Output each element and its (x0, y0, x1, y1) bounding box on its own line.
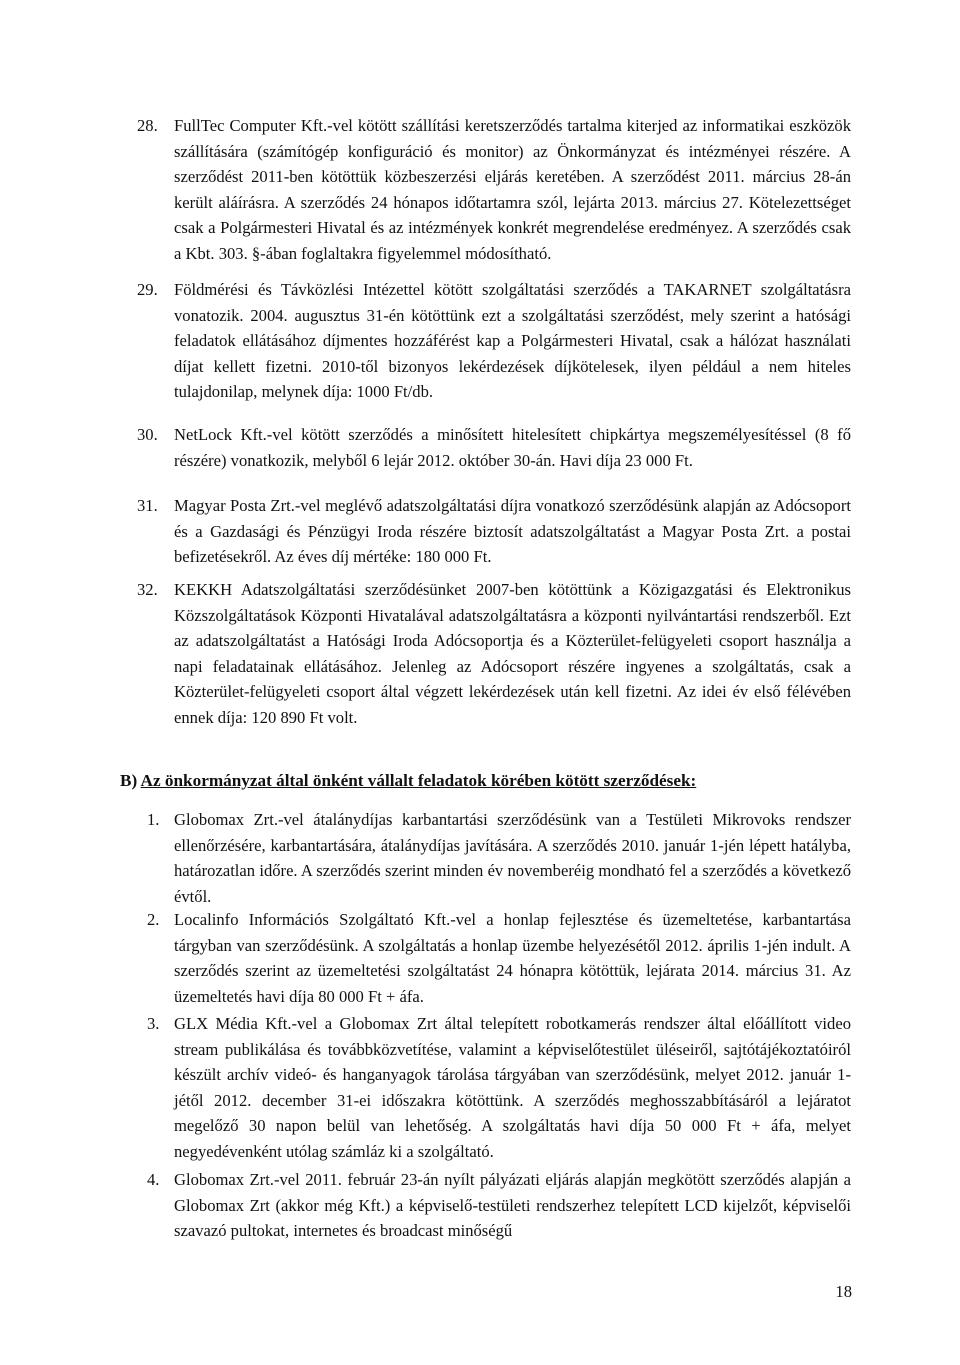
section-b-heading (120, 768, 696, 793)
item-number: 31. (137, 496, 158, 515)
section-b-title: Az önkormányzat által önként vállalt feladatok körében kötött szerződések: (140, 771, 697, 790)
contract-item-b4 (147, 1167, 851, 1244)
contract-item-b2 (147, 907, 851, 1009)
item-text: FullTec Computer Kft.-vel kötött szállítási keretszerződés tartalma kiterjed az informatikai eszközök szállítására (számítógép konfiguráció és monitor) az Önkormányzat és intézményei részére. A szerződést 2011-ben kötöttük közbeszerzési eljárás keretében. A szerződést 2011. március 28-án került aláírásra. A szerződés 24 hónapos időtartamra szól, lejárta 2013. március 27. Kötelezettséget csak a Polgármesteri Hivatal és az intézmények konkrét megrendelése eredményez. A szerződés csak a Kbt. 303. §-ában foglaltakra figyelemmel módosítható. (174, 116, 851, 263)
contract-item-29 (137, 277, 851, 405)
item-text: Magyar Posta Zrt.-vel meglévő adatszolgáltatási díjra vonatkozó szerződésünk alapján az Adócsoport és a Gazdasági és Pénzügyi Iroda részére biztosít adatszolgáltatást a Magyar Posta Zrt. a postai befizetésekről. Az éves díj mértéke: 180 000 Ft. (174, 496, 851, 567)
item-number: 1. (147, 810, 160, 829)
contract-item-28 (137, 113, 851, 267)
item-text: KEKKH Adatszolgáltatási szerződésünket 2007-ben kötöttünk a Közigazgatási és Elektronikus Közszolgáltatások Központi Hivatalával adatszolgáltatásra a központi nyilvántartási rendszerből. Ezt az adatszolgáltatást a Hatósági Iroda Adócsoportja és a Közterület-felügyeleti csoport használja a napi feladatainak ellátásához. Jelenleg az Adócsoport részére ingyenes a szolgáltatás, csak a Közterület-felügyeleti csoport által végzett lekérdezések után kell fizetni. Az idei év első félévében ennek díja: 120 890 Ft volt. (174, 580, 851, 727)
contract-item-32 (137, 577, 851, 731)
item-text: Földmérési és Távközlési Intézettel kötött szolgáltatási szerződés a TAKARNET szolgáltatásra vonatozik. 2004. augusztus 31-én kötöttünk ezt a szolgáltatási szerződést, mely szerint a hatósági feladatok ellátásához díjmentes hozzáférést kap a Polgármesteri Hivatal, csak a hálózat használati díjat kellett fizetni. 2010-től bizonyos lekérdezések díjkötelesek, ilyen például a nem hiteles tulajdonilap, melynek díja: 1000 Ft/db. (174, 280, 851, 402)
section-b-label: B) (120, 771, 138, 790)
item-number: 28. (137, 116, 158, 135)
page-number: 18 (835, 1282, 852, 1301)
item-text: Globomax Zrt.-vel átalánydíjas karbantartási szerződésünk van a Testületi Mikrovoks rendszer ellenőrzésére, karbantartására, átalánydíjas javítására. A szerződés 2010. január 1-jén lépett hatályba, határozatlan időre. A szerződés szerint minden év novemberéig mondható fel a szerződés a következő évtől. (174, 810, 851, 906)
item-number: 29. (137, 280, 158, 299)
item-number: 32. (137, 580, 158, 599)
item-number: 3. (147, 1014, 160, 1033)
item-number: 2. (147, 910, 160, 929)
contract-item-b1 (147, 807, 851, 909)
item-text: Globomax Zrt.-vel 2011. február 23-án nyílt pályázati eljárás alapján megkötött szerződés alapján a Globomax Zrt (akkor még Kft.) a képviselő-testületi rendszerhez telepített LCD kijelzőt, képviselői szavazó pultokat, internetes és broadcast minőségű (174, 1170, 851, 1241)
contract-item-b3 (147, 1011, 851, 1165)
contract-item-31 (137, 493, 851, 570)
item-number: 30. (137, 425, 158, 444)
item-text: GLX Média Kft.-vel a Globomax Zrt által telepített robotkamerás rendszer által előállított video stream publikálása és továbbközvetítése, valamint a képviselőtestület üléseiről, sajtótájékoztatóiról készült archív videó- és hanganyagok tárolása tárgyában van szerződésünk, melyet 2012. január 1-jétől 2012. december 31-ei időszakra kötöttünk. A szerződés meghosszabbításáról a lejáratot megelőző 30 napon belül van lehetőség. A szolgáltatás havi díja 50 000 Ft + áfa, melyet negyedévenként utólag számláz ki a szolgáltató. (174, 1014, 851, 1161)
item-number: 4. (147, 1170, 160, 1189)
item-text: NetLock Kft.-vel kötött szerződés a minősített hitelesített chipkártya megszemélyesítéssel (8 fő részére) vonatkozik, melyből 6 lejár 2012. október 30-án. Havi díja 23 000 Ft. (174, 425, 851, 470)
item-text: Localinfo Információs Szolgáltató Kft.-vel a honlap fejlesztése és üzemeltetése, karbantartása tárgyban van szerződésünk. A szolgáltatás a honlap üzembe helyezésétől 2012. április 1-jén indult. A szerződés szerint az üzemeltetési szolgáltatást 24 hónapra kötöttük, lejárata 2014. március 31. Az üzemeltetés havi díja 80 000 Ft + áfa. (174, 910, 851, 1006)
contract-item-30 (137, 422, 851, 473)
